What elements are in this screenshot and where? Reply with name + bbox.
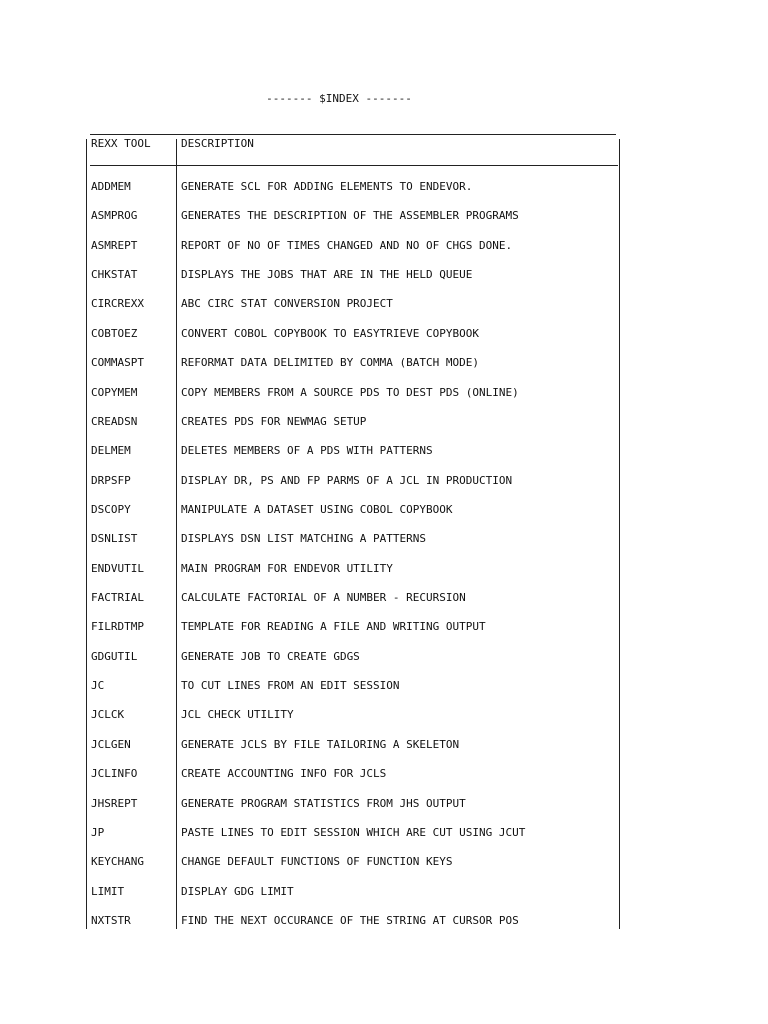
row-tool-name: JCLINFO xyxy=(91,767,138,781)
header-tool: REXX TOOL xyxy=(91,137,151,150)
row-description: CONVERT COBOL COPYBOOK TO EASYTRIEVE COPYBOOK xyxy=(181,326,480,340)
row-description: DISPLAY GDG LIMIT xyxy=(181,884,294,898)
row-description: MAIN PROGRAM FOR ENDEVOR UTILITY xyxy=(181,561,393,575)
header-bottom-rule xyxy=(90,165,618,166)
row-tool-name: JC xyxy=(91,679,105,693)
row-description: GENERATE SCL FOR ADDING ELEMENTS TO ENDEVOR. xyxy=(181,180,473,193)
table-left-border xyxy=(86,139,87,929)
row-tool-name: GDGUTIL xyxy=(91,649,138,663)
row-description: REFORMAT DATA DELIMITED BY COMMA (BATCH MODE) xyxy=(181,356,480,370)
row-tool-name: CREADSN xyxy=(91,414,138,428)
row-description: CREATES PDS FOR NEWMAG SETUP xyxy=(181,414,367,428)
row-description: DELETES MEMBERS OF A PDS WITH PATTERNS xyxy=(181,444,433,458)
row-tool-name: CHKSTAT xyxy=(91,268,138,282)
row-tool-name: ASMREPT xyxy=(91,238,138,252)
column-divider xyxy=(176,139,177,929)
row-description: DISPLAY DR, PS AND FP PARMS OF A JCL IN PRODUCTION xyxy=(181,473,513,487)
row-description: FIND THE NEXT OCCURANCE OF THE STRING AT CURSOR POS xyxy=(181,914,519,927)
row-description: CALCULATE FACTORIAL OF A NUMBER - RECURSION xyxy=(181,591,466,605)
row-description: JCL CHECK UTILITY xyxy=(181,708,294,722)
row-description: CREATE ACCOUNTING INFO FOR JCLS xyxy=(181,767,387,781)
row-tool-name: DRPSFP xyxy=(91,473,131,487)
row-tool-name: ADDMEM xyxy=(91,180,131,193)
row-tool-name: COPYMEM xyxy=(91,385,138,399)
row-tool-name: LIMIT xyxy=(91,884,125,898)
row-description: DISPLAYS DSN LIST MATCHING A PATTERNS xyxy=(181,532,427,546)
row-description: ABC CIRC STAT CONVERSION PROJECT xyxy=(181,297,393,311)
row-tool-name: DSNLIST xyxy=(91,532,138,546)
row-tool-name: JHSREPT xyxy=(91,796,138,810)
row-tool-name: NXTSTR xyxy=(91,914,131,927)
row-tool-name: FACTRIAL xyxy=(91,591,144,605)
row-description: COPY MEMBERS FROM A SOURCE PDS TO DEST PDS (ONLINE) xyxy=(181,385,519,399)
row-tool-name: ASMPROG xyxy=(91,209,138,223)
table-right-border xyxy=(619,139,620,929)
header-description: DESCRIPTION xyxy=(181,137,254,150)
row-description: GENERATE JCLS BY FILE TAILORING A SKELETON xyxy=(181,737,460,751)
row-description: GENERATE JOB TO CREATE GDGS xyxy=(181,649,360,663)
row-description: TO CUT LINES FROM AN EDIT SESSION xyxy=(181,679,400,693)
table-top-rule xyxy=(90,134,616,135)
row-tool-name: COMMASPT xyxy=(91,356,144,370)
row-tool-name: JP xyxy=(91,825,105,839)
row-description: MANIPULATE A DATASET USING COBOL COPYBOOK xyxy=(181,502,453,516)
row-description: REPORT OF NO OF TIMES CHANGED AND NO OF CHGS DONE. xyxy=(181,238,513,252)
row-tool-name: DSCOPY xyxy=(91,502,131,516)
page-title: ------- $INDEX ------- xyxy=(266,92,412,105)
row-description: PASTE LINES TO EDIT SESSION WHICH ARE CUT USING JCUT xyxy=(181,825,526,839)
row-tool-name: JCLCK xyxy=(91,708,125,722)
row-description: GENERATES THE DESCRIPTION OF THE ASSEMBLER PROGRAMS xyxy=(181,209,519,223)
row-description: CHANGE DEFAULT FUNCTIONS OF FUNCTION KEYS xyxy=(181,855,453,869)
row-description: TEMPLATE FOR READING A FILE AND WRITING OUTPUT xyxy=(181,620,486,634)
row-tool-name: KEYCHANG xyxy=(91,855,144,869)
row-tool-name: COBTOEZ xyxy=(91,326,138,340)
row-tool-name: CIRCREXX xyxy=(91,297,144,311)
row-tool-name: FILRDTMP xyxy=(91,620,144,634)
row-tool-name: DELMEM xyxy=(91,444,131,458)
row-tool-name: JCLGEN xyxy=(91,737,131,751)
index-table xyxy=(86,127,622,929)
row-description: DISPLAYS THE JOBS THAT ARE IN THE HELD QUEUE xyxy=(181,268,473,282)
row-description: GENERATE PROGRAM STATISTICS FROM JHS OUTPUT xyxy=(181,796,466,810)
row-tool-name: ENDVUTIL xyxy=(91,561,144,575)
